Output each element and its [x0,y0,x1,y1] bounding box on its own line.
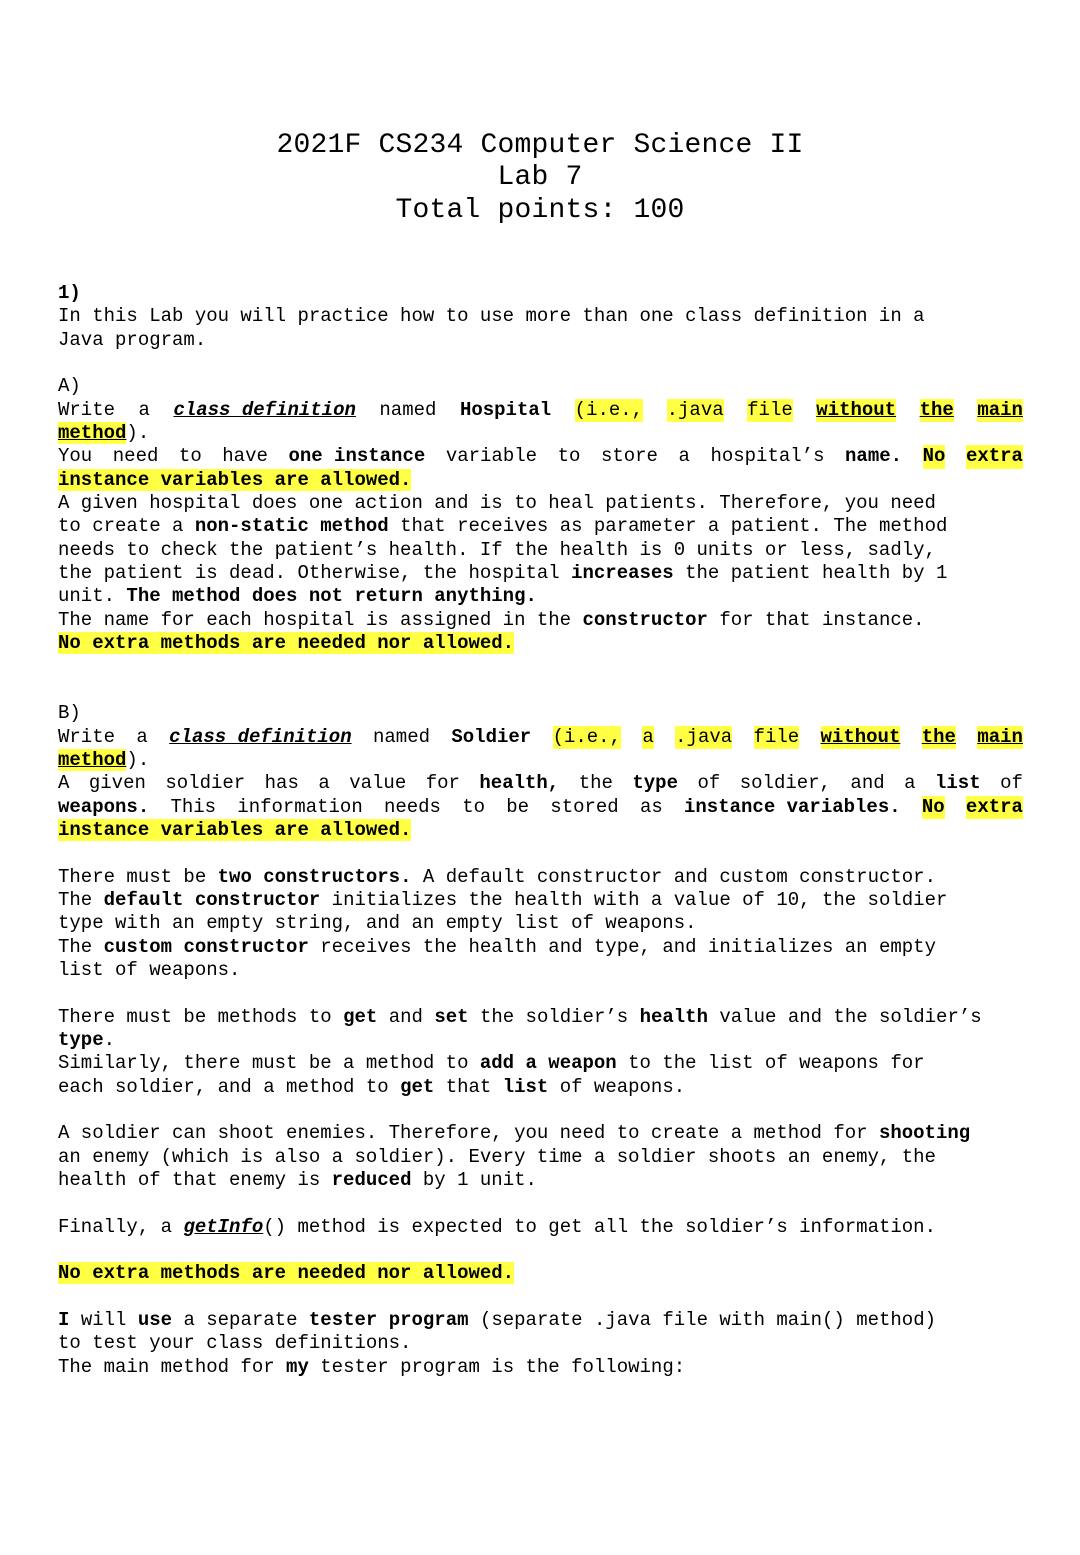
paragraph-line: Finally, a getInfo() method is expected to get all the soldier’s information. [58,1215,936,1238]
paragraph-line: type. [58,1029,116,1051]
paragraph-line: weapons. This information needs to be stored as instance variables. No extra [58,795,1023,818]
paragraph-line: A given soldier has a value for health, the type of soldier, and a list of [58,772,1023,795]
intro-line: Java program. [58,328,207,351]
paragraph-line: The custom constructor receives the health and type, and initializes an empty [58,935,936,958]
paragraph-line: health of that enemy is reduced by 1 unit. [58,1169,537,1192]
paragraph-line: an enemy (which is also a soldier). Every time a soldier shoots an enemy, the [58,1145,936,1168]
paragraph-line: The name for each hospital is assigned in the constructor for that instance. [58,608,925,631]
paragraph-line: method). [58,422,150,445]
paragraph-line: A given hospital does one action and is to heal patients. Therefore, you need [58,492,936,515]
paragraph-line: There must be methods to get and set the soldier’s health value and the soldier’s [58,1005,982,1028]
paragraph-line: list of weapons. [58,958,241,981]
paragraph-line: to test your class definitions. [58,1332,412,1355]
document-body [58,282,1023,1379]
paragraph-line: The main method for my tester program is the following: [58,1355,686,1378]
intro-line: In this Lab you will practice how to use more than one class definition in a [58,305,925,328]
paragraph-line: I will use a separate tester program (separate .java file with main() method) [58,1309,937,1332]
document-title: 2021F CS234 Computer Science II [276,130,804,161]
total-points: Total points: 100 [395,195,685,226]
paragraph-line: A soldier can shoot enemies. Therefore, you need to create a method for shooting [58,1122,971,1145]
paragraph-line: needs to check the patient’s health. If the health is 0 units or less, sadly, [58,538,936,561]
paragraph-line: the patient is dead. Otherwise, the hospital increases the patient health by 1 [58,562,948,585]
part-b-label: B) [58,702,81,725]
lab-number: Lab 7 [497,162,583,193]
paragraph-line: method). [58,748,150,771]
paragraph-line: No extra methods are needed nor allowed. [58,632,515,655]
paragraph-line: The default constructor initializes the health with a value of 10, the soldier [58,888,948,911]
paragraph-line: instance variables are allowed. [58,468,412,491]
paragraph-line: instance variables are allowed. [58,818,412,841]
paragraph-line: There must be two constructors. A default constructor and custom constructor. [58,865,936,888]
paragraph-line: each soldier, and a method to get that list of weapons. [58,1075,686,1098]
paragraph-line: Similarly, there must be a method to add a weapon to the list of weapons for [58,1052,925,1075]
paragraph-line: You need to have one instance variable to store a hospital’s name. No extra [58,445,1023,468]
paragraph-line: type with an empty string, and an empty list of weapons. [58,912,697,935]
paragraph-line: Write a class definition named Hospital (i.e., .java file without the main [58,398,1023,421]
part-a-label: A) [58,375,81,398]
paragraph-line: unit. The method does not return anything. [58,585,537,608]
paragraph-line: Write a class definition named Soldier (i.e., a .java file without the main [58,725,1023,748]
paragraph-line: to create a non-static method that receives as parameter a patient. The method [58,515,948,538]
paragraph-line: No extra methods are needed nor allowed. [58,1262,515,1285]
question-number: 1) [58,282,81,304]
